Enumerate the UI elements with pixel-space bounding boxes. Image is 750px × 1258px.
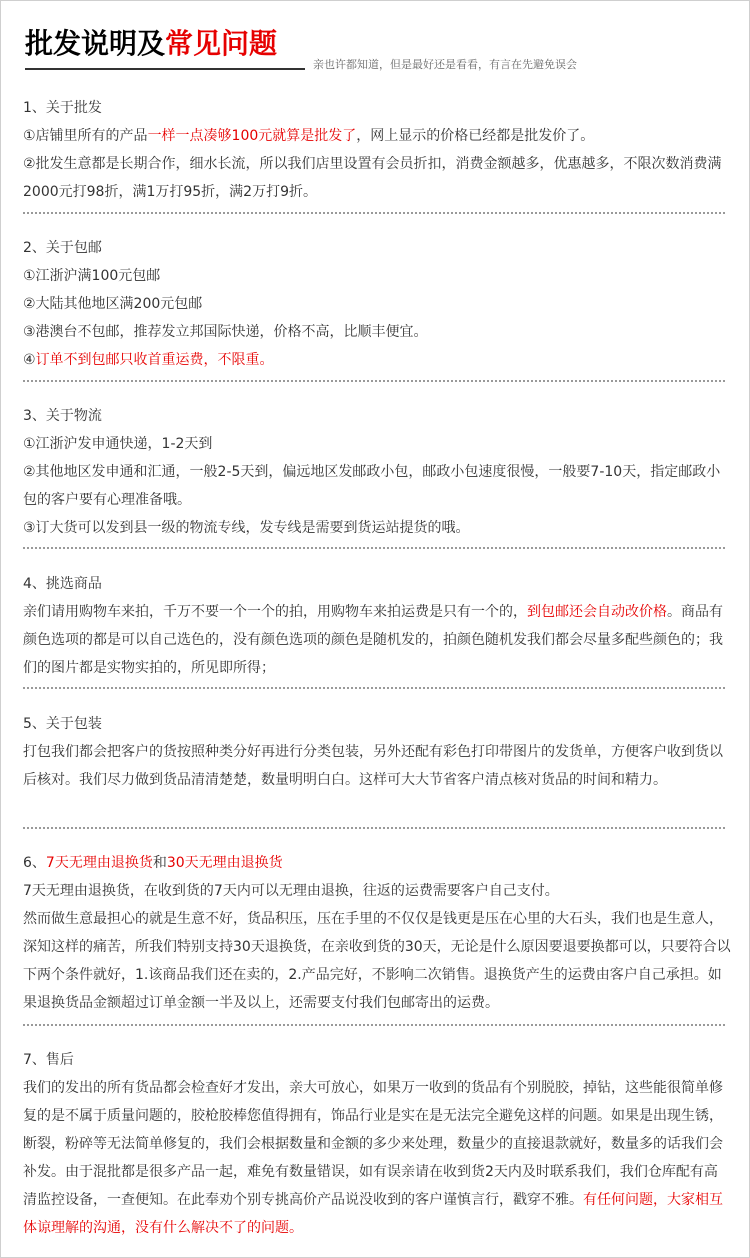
section-wholesale <box>23 94 731 206</box>
section-title: 7、售后 <box>23 1052 74 1068</box>
highlight-text: 一样一点凑够100元就算是批发了 <box>147 128 357 144</box>
highlight-text: 7天无理由退换货 <box>45 855 153 871</box>
title-red-part: 常见问题 <box>165 27 278 60</box>
dotted-divider <box>23 687 725 689</box>
section-logistics <box>23 402 731 542</box>
paragraph-line <box>23 122 731 150</box>
section-title: 5、关于包装 <box>23 716 102 732</box>
dotted-divider <box>23 1024 725 1026</box>
dotted-divider <box>23 380 725 382</box>
paragraph-line: ③订大货可以发到县一级的物流专线，发专线是需要到货运站提货的哦。 <box>23 520 470 536</box>
page-header <box>25 21 725 81</box>
paragraph-line: ③港澳台不包邮，推荐发立邦国际快递，价格不高，比顺丰便宜。 <box>23 324 428 340</box>
highlight-text: 到包邮还会自动改价格 <box>527 604 667 620</box>
page-title <box>25 25 277 63</box>
title-underline <box>25 68 305 70</box>
text-run: 和 <box>152 855 167 871</box>
paragraph-line: ②大陆其他地区满200元包邮 <box>23 296 203 312</box>
paragraph-line: ②批发生意都是长期合作，细水长流，所以我们店里设置有会员折扣，消费金额越多，优惠越多，不限次数消费满2000元打98折，满1万打95折，满2万打9折。 <box>23 156 722 200</box>
paragraph-line <box>23 1074 731 1242</box>
text-run: ④ <box>23 352 36 368</box>
dotted-divider <box>23 827 725 829</box>
section-packaging <box>23 710 731 794</box>
section-title: 4、挑选商品 <box>23 576 102 592</box>
text-run: 6、 <box>23 855 46 871</box>
paragraph-line: 7天无理由退换货，在收到货的7天内可以无理由退换，往返的运费需要客户自己支付。 <box>23 883 559 899</box>
section-after-sales <box>23 1046 731 1242</box>
section-title: 3、关于物流 <box>23 408 102 424</box>
paragraph-line <box>23 598 731 682</box>
section-returns <box>23 849 731 1017</box>
paragraph-line: 然而做生意最担心的就是生意不好，货品积压，压在手里的不仅仅是钱更是压在心里的大石头，我们也是生意人，深知这样的痛苦，所我们特别支持30天退换货，在亲收到货的30天，无论是什么原因要退要换都可以，只要符合以下两个条件就好，1.该商品我们还在卖的，2.产品完好，不影响二次销售。退换货产生的运费由客户自己承担。如果退换货品金额超过订单金额一半及以上，还需要支付我们包邮寄出的运费。 <box>23 911 731 1011</box>
paragraph-line: ②其他地区发申通和汇通，一般2-5天到，偏远地区发邮政小包，邮政小包速度很慢，一般要7-10天，指定邮政小包的客户要有心理准备哦。 <box>23 464 721 508</box>
dotted-divider <box>23 212 725 214</box>
text-run: ，网上显示的价格已经都是批发价了。 <box>356 128 595 144</box>
paragraph-line: 打包我们都会把客户的货按照种类分好再进行分类包装，另外还配有彩色打印带图片的发货单，方便客户收到货以后核对。我们尽力做到货品清清楚楚，数量明明白白。这样可大大节省客户清点核对货品的时间和精力。 <box>23 744 723 788</box>
section-free-shipping <box>23 234 731 374</box>
page-subtitle: 亲也许都知道，但是最好还是看看，有言在先避免误会 <box>313 58 577 71</box>
highlight-text: 30天无理由退换货 <box>166 855 283 871</box>
section-product-selection <box>23 570 731 682</box>
text-run: 亲们请用购物车来拍，千万不要一个一个的拍，用购物车来拍运费是只有一个的， <box>23 604 527 620</box>
section-title <box>23 849 731 877</box>
highlight-text: 有任何问题，大家相互体谅理解的沟通，没有什么解决不了的问题。 <box>23 1192 723 1236</box>
dotted-divider <box>23 547 725 549</box>
text-run: ①店铺里所有的产品 <box>23 128 148 144</box>
paragraph-line: ①江浙沪发申通快递，1-2天到 <box>23 436 213 452</box>
text-run: 我们的发出的所有货品都会检查好才发出，亲大可放心，如果万一收到的货品有个别脱胶，掉钻，这些能很简单修复的是不属于质量问题的，胶枪胶棒您值得拥有，饰品行业是实在是无法完全避免这样的问题。如果是出现生锈，断裂，粉碎等无法简单修复的，我们会根据数量和金额的多少来处理，数量少的直接退款就好，数量多的话我们会补发。由于混批都是很多产品一起，难免有数量错误，如有误亲请在收到货2天内及时联系我们，我们仓库配有高清监控设备，一查便知。在此奉劝个别专挑高价产品说没收到的客户谨慎言行，戳穿不雅。 <box>23 1080 723 1208</box>
section-title: 2、关于包邮 <box>23 240 102 256</box>
highlight-text: 订单不到包邮只收首重运费，不限重。 <box>35 352 274 368</box>
text-run: 。商品有颜色选项的都是可以自己选色的，没有颜色选项的颜色是随机发的，拍颜色随机发我们都会尽量多配些颜色的；我们的图片都是实物实拍的，所见即所得； <box>23 604 723 676</box>
title-black-part: 批发说明及 <box>25 27 166 60</box>
paragraph-line <box>23 346 731 374</box>
section-title: 1、关于批发 <box>23 100 102 116</box>
paragraph-line: ①江浙沪满100元包邮 <box>23 268 161 284</box>
